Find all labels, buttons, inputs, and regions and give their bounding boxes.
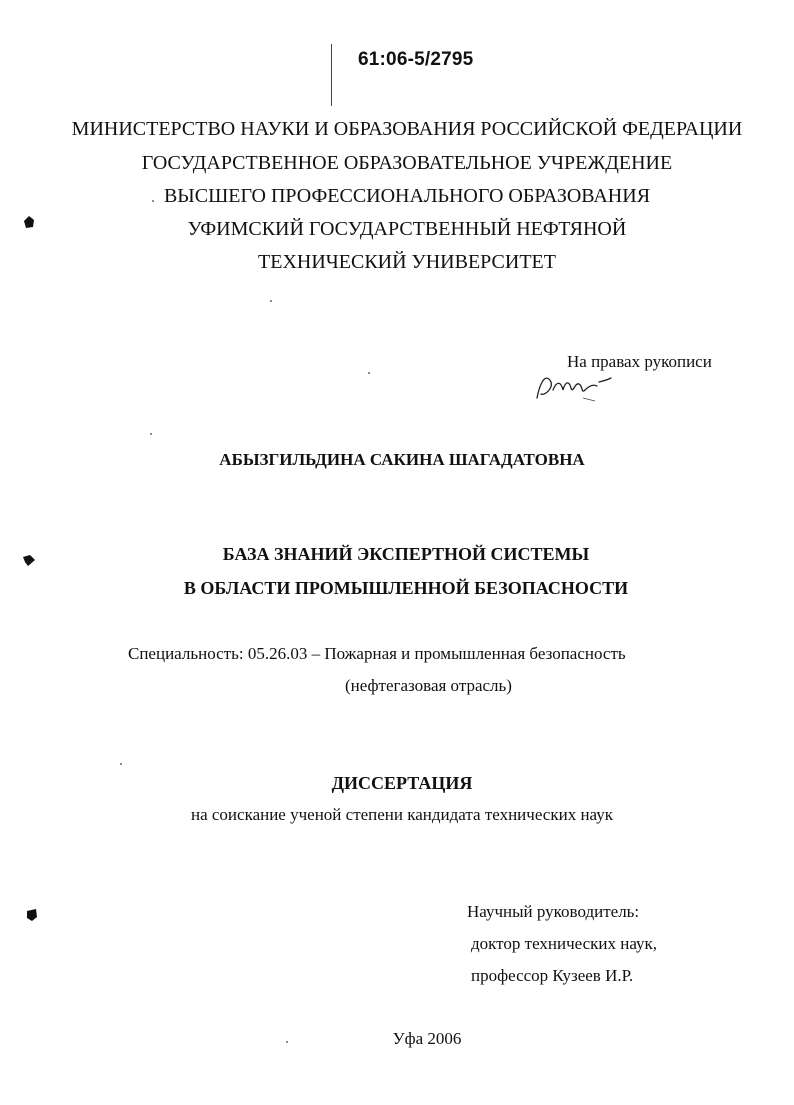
scan-speck [120, 763, 122, 765]
ministry-line: МИНИСТЕРСТВО НАУКИ И ОБРАЗОВАНИЯ РОССИЙСКОЙ ФЕДЕРАЦИИ [71, 118, 743, 140]
university-name-line-1: УФИМСКИЙ ГОСУДАРСТВЕННЫЙ НЕФТЯНОЙ [187, 218, 627, 240]
binding-hole-mark-icon [25, 908, 39, 922]
institution-type-line: ГОСУДАРСТВЕННОЕ ОБРАЗОВАТЕЛЬНОЕ УЧРЕЖДЕНИЕ [141, 152, 673, 174]
university-name-line-2: ТЕХНИЧЕСКИЙ УНИВЕРСИТЕТ [258, 251, 556, 273]
supervisor-degree: доктор технических наук, [471, 934, 658, 953]
scan-speck [152, 200, 154, 202]
author-name: АБЫЗГИЛЬДИНА САКИНА ШАГАДАТОВНА [219, 450, 585, 469]
binding-hole-mark-icon [22, 553, 36, 567]
signature-icon [533, 368, 613, 404]
binding-hole-mark-icon [22, 215, 36, 229]
scan-tick-line [331, 44, 332, 106]
dissertation-title-line-1: БАЗА ЗНАНИЙ ЭКСПЕРТНОЙ СИСТЕМЫ [222, 544, 590, 564]
scan-speck [270, 300, 272, 302]
place-year: Уфа 2006 [392, 1029, 462, 1048]
dissertation-title-line-2: В ОБЛАСТИ ПРОМЫШЛЕННОЙ БЕЗОПАСНОСТИ [183, 578, 629, 598]
education-level-line: ВЫСШЕГО ПРОФЕССИОНАЛЬНОГО ОБРАЗОВАНИЯ [163, 185, 651, 207]
scan-speck [368, 372, 370, 374]
rights-note: На правах рукописи [567, 352, 712, 371]
supervisor-name: профессор Кузеев И.Р. [471, 966, 634, 985]
work-type: ДИССЕРТАЦИЯ [331, 773, 473, 793]
specialty-line-1: Специальность: 05.26.03 – Пожарная и промышленная безопасность [128, 644, 626, 663]
scan-speck [150, 433, 152, 435]
archive-code: 61:06-5/2795 [358, 49, 474, 70]
specialty-line-2: (нефтегазовая отрасль) [345, 676, 512, 695]
scan-speck [286, 1041, 288, 1043]
degree-line: на соискание ученой степени кандидата технических наук [190, 805, 613, 824]
supervisor-label: Научный руководитель: [467, 902, 640, 921]
